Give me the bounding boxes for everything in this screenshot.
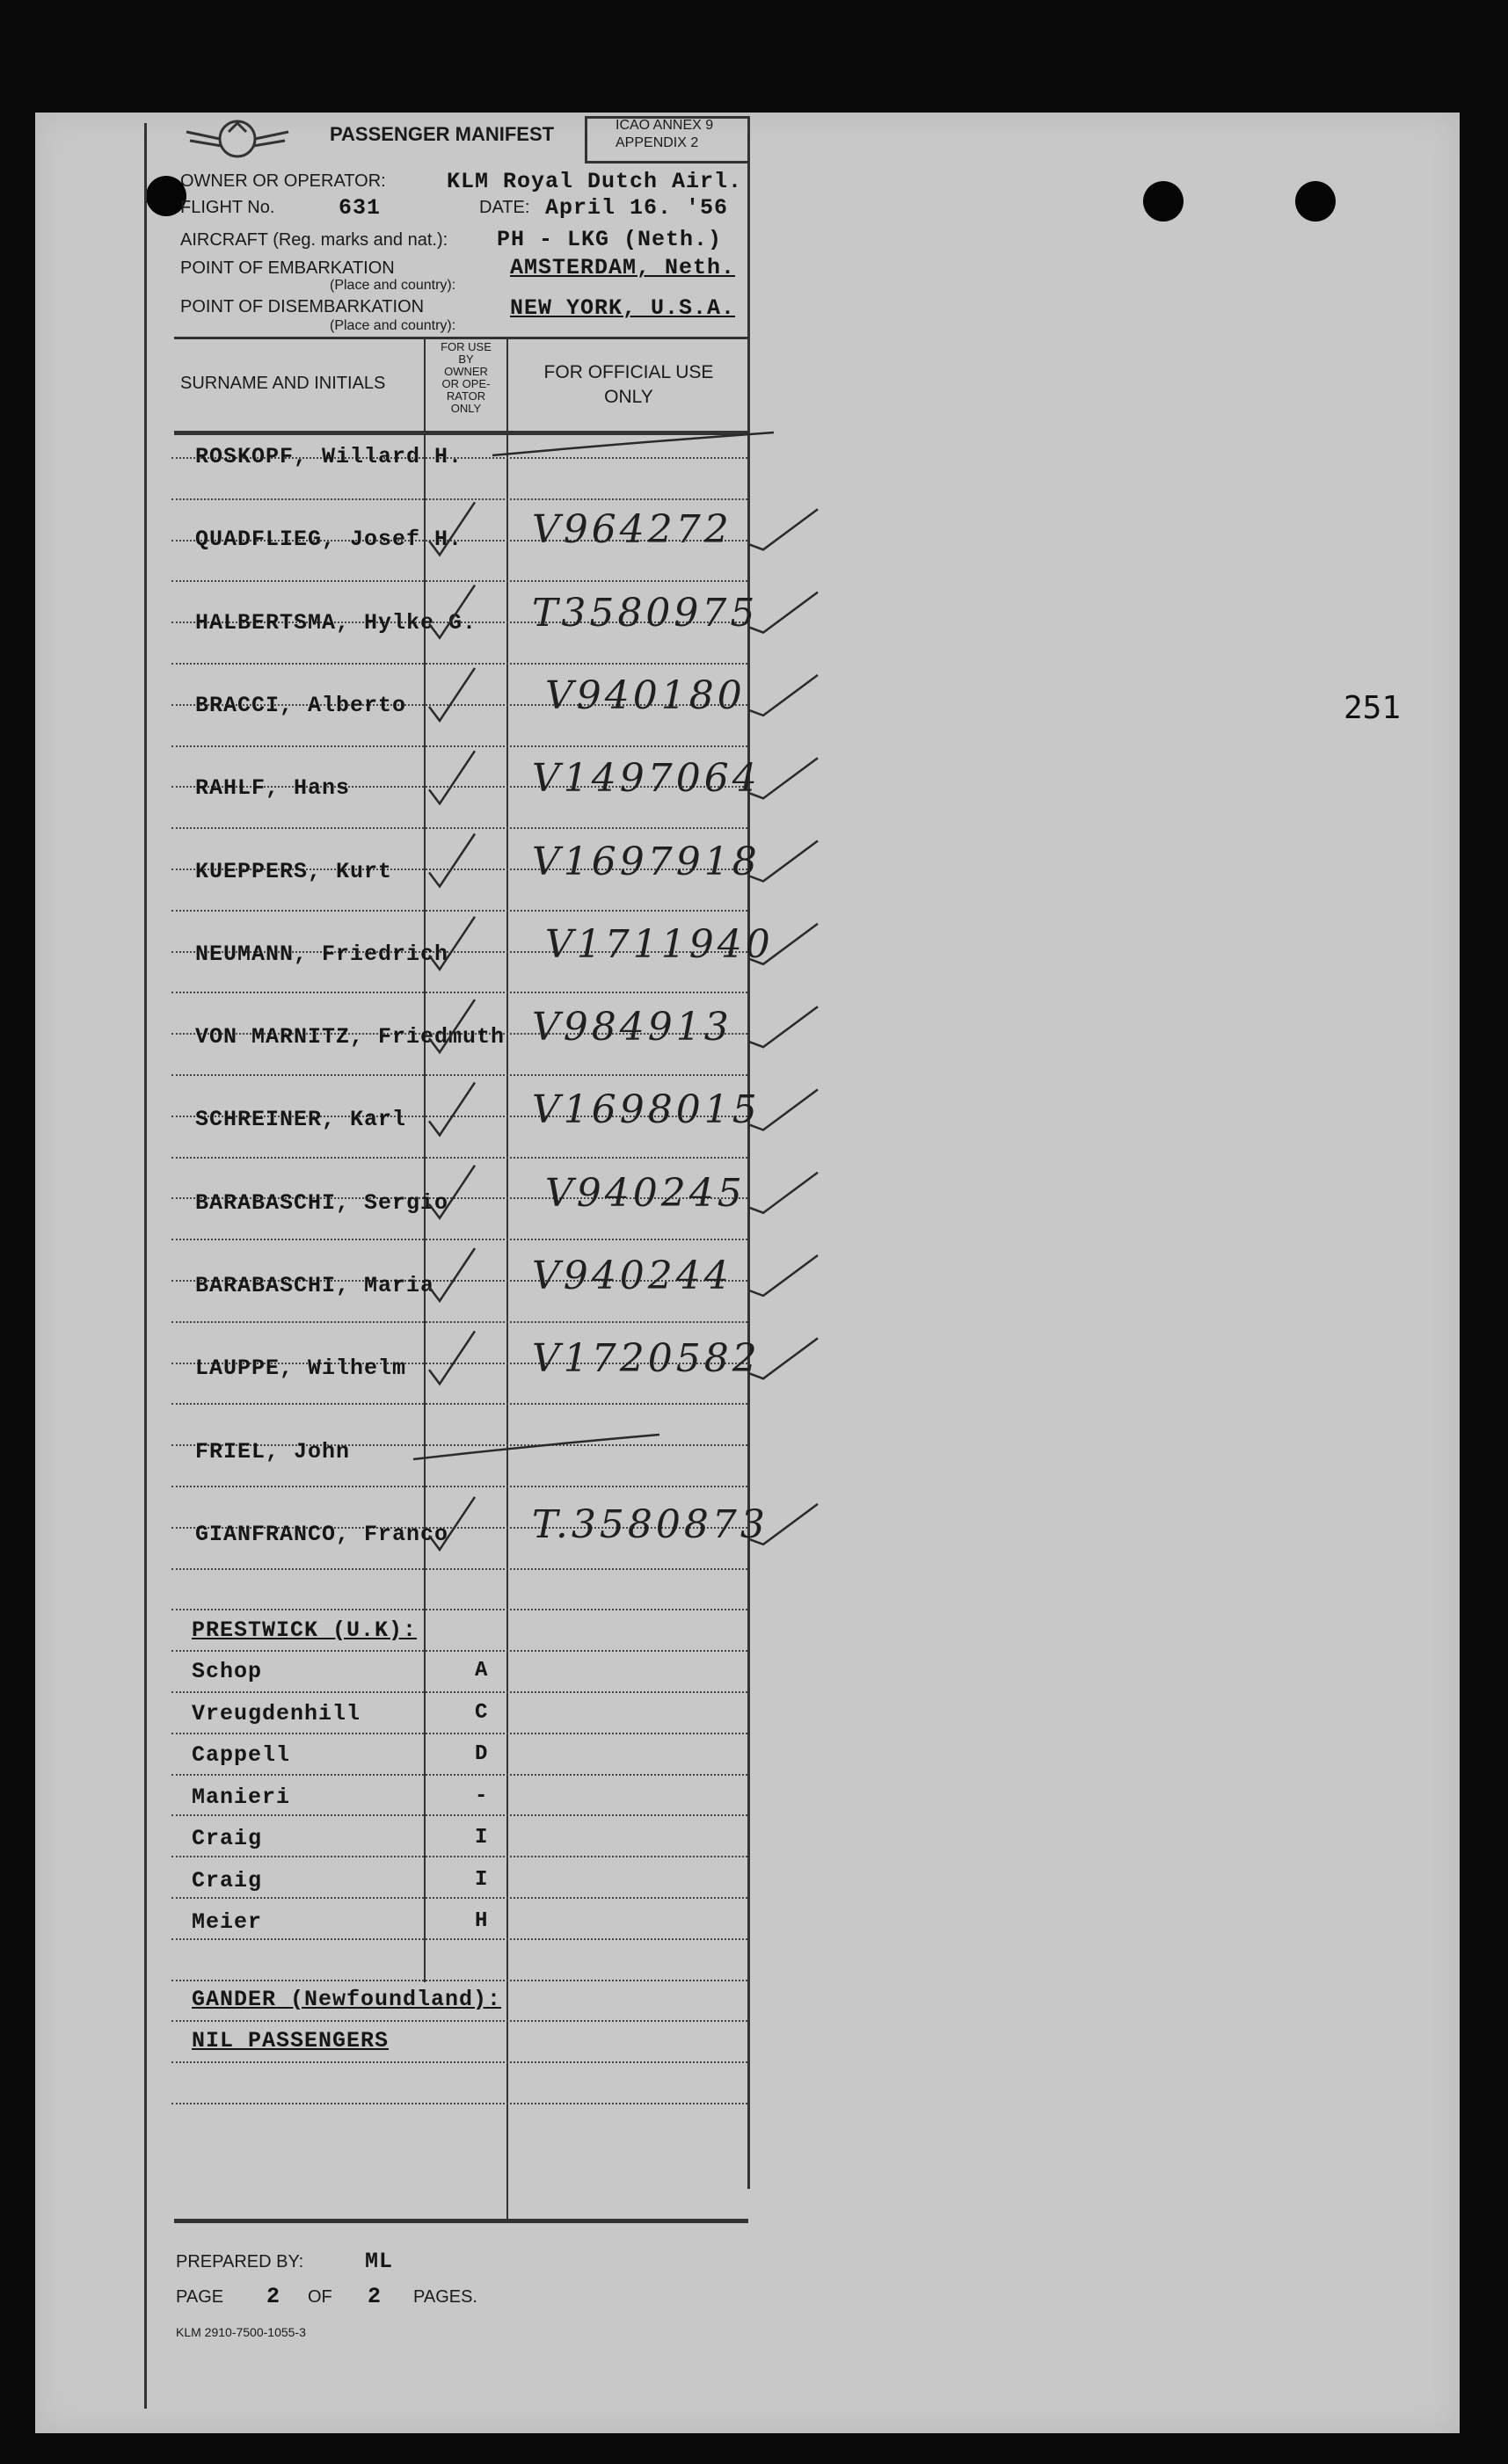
- col-header-official: [519, 360, 739, 410]
- passenger-name: ROSKOPF, Willard H.: [195, 444, 463, 469]
- date-label: DATE:: [479, 198, 530, 217]
- passenger-name: BRACCI, Alberto: [195, 692, 407, 718]
- disembark-label: POINT OF DISEMBARKATION: [180, 297, 425, 316]
- ruled-row-line: [171, 1486, 747, 1487]
- passenger-name: VON MARNITZ, Friedmuth: [195, 1024, 506, 1050]
- annex-label: ICAO ANNEX 9: [616, 118, 714, 133]
- ruled-row-line: [171, 1897, 747, 1899]
- ruled-row-line: [171, 1321, 747, 1323]
- crew-code: D: [475, 1742, 488, 1766]
- passenger-name: KUEPPERS, Kurt: [195, 858, 393, 884]
- official-entry: V1697918: [532, 839, 761, 884]
- prepared-label: PREPARED BY:: [176, 2252, 304, 2271]
- ruled-row-line: [171, 1774, 747, 1776]
- page-label: PAGE: [176, 2287, 224, 2307]
- crew-code: -: [475, 1784, 488, 1808]
- crew-code: I: [475, 1867, 488, 1892]
- col-owner-line: BY: [458, 353, 474, 366]
- col-owner-line: FOR USE: [441, 340, 492, 353]
- ruled-row-line: [171, 910, 747, 912]
- official-entry: V1497064: [532, 756, 761, 802]
- gander-note: NIL PASSENGERS: [192, 2028, 390, 2053]
- ruled-row-line: [171, 1157, 747, 1159]
- disembark-sub: (Place and country):: [330, 318, 456, 333]
- crew-name: Schop: [192, 1659, 263, 1684]
- crew-name: Meier: [192, 1909, 263, 1935]
- ruled-row-line: [171, 1691, 747, 1693]
- side-number: 251: [1344, 690, 1402, 726]
- ruled-row-line: [171, 827, 747, 829]
- crew-code: C: [475, 1700, 488, 1725]
- of-label: OF: [308, 2287, 332, 2307]
- ruled-row-line: [171, 1074, 747, 1076]
- official-entry: V940245: [545, 1170, 746, 1216]
- punch-hole-right: [1295, 181, 1336, 222]
- crew-code: H: [475, 1909, 488, 1933]
- official-entry: V984913: [532, 1005, 732, 1050]
- col-owner-line: ONLY: [450, 402, 482, 415]
- footer-top-rule: [174, 2219, 748, 2223]
- ruled-row-line: [171, 2103, 747, 2104]
- passenger-name: BARABASCHI, Sergio: [195, 1189, 449, 1216]
- punch-hole-mid: [1143, 181, 1184, 222]
- gander-heading: GANDER (Newfoundland):: [192, 1987, 502, 2012]
- official-entry: V1720582: [532, 1336, 761, 1382]
- form-left-border: [144, 123, 147, 2409]
- ruled-row-line: [171, 992, 747, 993]
- col-owner-line: OWNER: [444, 365, 488, 378]
- passenger-name: HALBERTSMA, Hylke G.: [195, 609, 477, 636]
- passenger-name: GIANFRANCO, Franco: [195, 1521, 449, 1547]
- passenger-name: QUADFLIEG, Josef H.: [195, 527, 463, 553]
- form-title: PASSENGER MANIFEST: [330, 123, 555, 145]
- ruled-row-line: [171, 1938, 747, 1940]
- passenger-name: FRIEL, John: [195, 1438, 351, 1465]
- ruled-row-line: [171, 580, 747, 582]
- official-entry: V964272: [532, 507, 732, 553]
- owner-label: OWNER OR OPERATOR:: [180, 171, 386, 191]
- ruled-row-line: [171, 2061, 747, 2063]
- crew-name: Cappell: [192, 1742, 291, 1768]
- ruled-row-line: [171, 745, 747, 747]
- flight-value: 631: [339, 195, 382, 221]
- passenger-name: LAUPPE, Wilhelm: [195, 1356, 407, 1382]
- owner-value: KLM Royal Dutch Airl.: [447, 169, 743, 194]
- page-total: 2: [368, 2284, 382, 2309]
- col-header-owner: [427, 341, 505, 415]
- ruled-row-line: [171, 1650, 747, 1652]
- crew-code: A: [475, 1659, 488, 1683]
- passenger-name: BARABASCHI, Maria: [195, 1273, 435, 1298]
- official-entry: V940180: [545, 672, 746, 718]
- page-num: 2: [266, 2284, 281, 2309]
- crew-name: Craig: [192, 1867, 263, 1893]
- crew-name: Vreugdenhill: [192, 1700, 361, 1726]
- ruled-row-line: [171, 1814, 747, 1816]
- ruled-row-line: [171, 663, 747, 665]
- date-value: April 16. '56: [545, 195, 729, 221]
- official-entry: V940244: [532, 1254, 732, 1298]
- col-official-line: ONLY: [604, 387, 653, 407]
- passenger-name: RAHLF, Hans: [195, 775, 351, 802]
- ruled-row-line: [171, 1403, 747, 1405]
- crew-name: Craig: [192, 1826, 263, 1851]
- crew-code: I: [475, 1826, 488, 1850]
- ruled-row-line: [171, 1980, 747, 1981]
- crew-name: Manieri: [192, 1784, 291, 1810]
- prestwick-heading: PRESTWICK (U.K):: [192, 1617, 418, 1643]
- passenger-name: NEUMANN, Friedrich: [195, 941, 449, 967]
- header-bottom-rule: [174, 337, 748, 339]
- colhead-bottom-rule: [174, 431, 748, 435]
- ruled-row-line: [171, 1239, 747, 1240]
- owner-col-divider: [424, 338, 426, 1982]
- col-owner-line: OR OPE-: [441, 377, 491, 390]
- ruled-row-line: [171, 498, 747, 500]
- col-official-line: FOR OFFICIAL USE: [543, 362, 714, 382]
- disembark-value: NEW YORK, U.S.A.: [510, 295, 736, 321]
- ruled-row-line: [171, 1856, 747, 1857]
- col-header-surname: SURNAME AND INITIALS: [180, 374, 386, 393]
- official-entry: V1711940: [545, 921, 774, 967]
- embark-value: AMSTERDAM, Neth.: [510, 255, 736, 280]
- aircraft-value: PH - LKG (Neth.): [497, 227, 723, 252]
- ruled-row-line: [171, 2020, 747, 2022]
- appendix-label: APPENDIX 2: [616, 135, 699, 150]
- official-entry: T3580975: [532, 590, 759, 636]
- official-entry: V1698015: [532, 1087, 761, 1133]
- passenger-name: SCHREINER, Karl: [195, 1107, 407, 1133]
- pages-label: PAGES.: [413, 2287, 477, 2307]
- embark-sub: (Place and country):: [330, 278, 456, 293]
- col-owner-line: RATOR: [446, 389, 486, 403]
- embark-label: POINT OF EMBARKATION: [180, 258, 395, 278]
- official-entry: T.3580873: [532, 1501, 769, 1547]
- ruled-row-line: [171, 1568, 747, 1570]
- ruled-row-line: [171, 1733, 747, 1734]
- form-code: KLM 2910-7500-1055-3: [176, 2325, 306, 2339]
- aircraft-label: AIRCRAFT (Reg. marks and nat.):: [180, 230, 448, 250]
- flight-label: FLIGHT No.: [180, 198, 275, 217]
- prepared-value: ML: [365, 2249, 394, 2274]
- ruled-row-line: [171, 1609, 747, 1610]
